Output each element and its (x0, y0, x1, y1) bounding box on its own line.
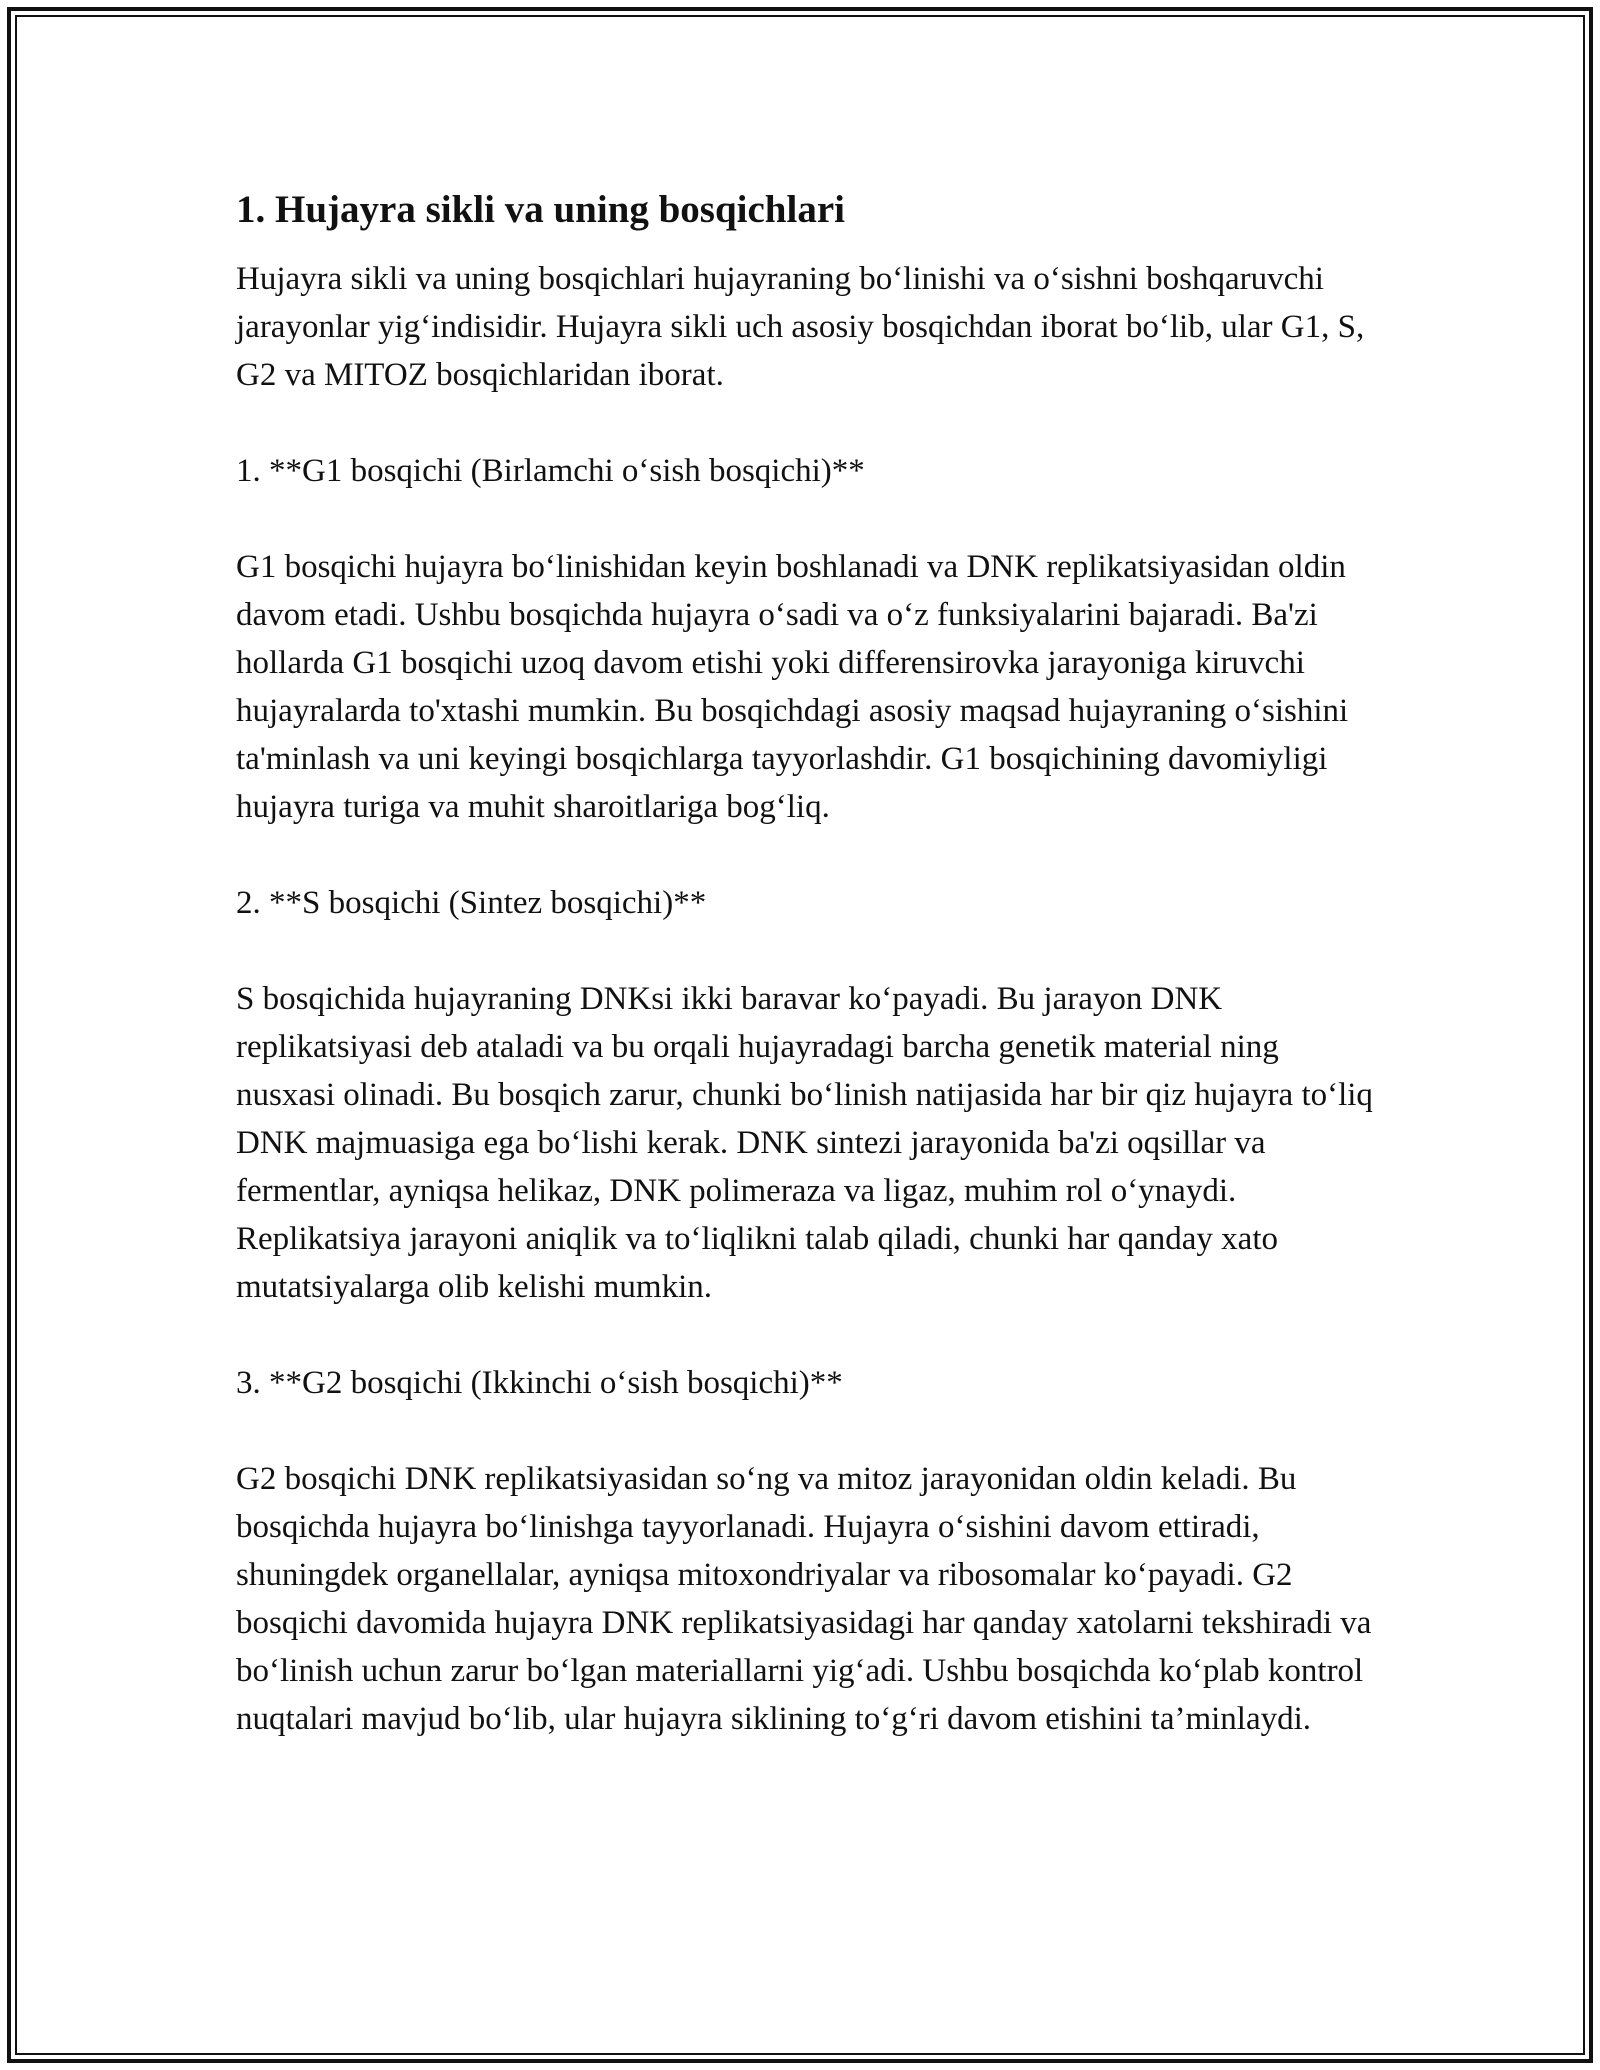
section-body-g1: G1 bosqichi hujayra bo‘linishidan keyin boshlanadi va DNK replikatsiyasidan oldin davom etadi. Ushbu bosqichda hujayra o‘sadi va o‘z funksiyalarini bajaradi. Ba'zi hollarda G1 bosqichi uzoq davom etishi yoki differensirovka jarayoniga kiruvchi hujayralarda to'xtashi mumkin. Bu bosqichdagi asosiy maqsad hujayraning o‘sishini ta'minlash va uni keyingi bosqichlarga tayyorlashdir. G1 bosqichining davomiyligi hujayra turiga va muhit sharoitlariga bog‘liq. (236, 549, 1349, 825)
section-heading-s: 2. **S bosqichi (Sintez bosqichi)** (236, 885, 707, 921)
section-heading-g1: 1. **G1 bosqichi (Birlamchi o‘sish bosqichi)** (236, 453, 865, 489)
document-title: 1. Hujayra sikli va uning bosqichlari (236, 188, 845, 231)
section-body-s: S bosqichida hujayraning DNKsi ikki baravar ko‘payadi. Bu jarayon DNK replikatsiyasi deb ataladi va bu orqali hujayradagi barcha genetik material ning nusxasi olinadi. Bu bosqich zarur, chunki bo‘linish natijasida har bir qiz hujayra to‘liq DNK majmuasiga ega bo‘lishi kerak. DNK sintezi jarayonida ba'zi oqsillar va fermentlar, ayniqsa helikaz, DNK polimeraza va ligaz, muhim rol o‘ynaydi. Replikatsiya jarayoni aniqlik va to‘liqlikni talab qiladi, chunki har qanday xato mutatsiyalarga olib kelishi mumkin. (236, 981, 1373, 1305)
section-heading-g2: 3. **G2 bosqichi (Ikkinchi o‘sish bosqichi)** (236, 1365, 843, 1401)
section-body-g2: G2 bosqichi DNK replikatsiyasidan so‘ng va mitoz jarayonidan oldin keladi. Bu bosqichda hujayra bo‘linishga tayyorlanadi. Hujayra o‘sishini davom ettiradi, shuningdek organellalar, ayniqsa mitoxondriyalar va ribosomalar ko‘payadi. G2 bosqichi davomida hujayra DNK replikatsiyasidagi har qanday xatolarni tekshiradi va bo‘linish uchun zarur bo‘lgan materiallarni yig‘adi. Ushbu bosqichda ko‘plab kontrol nuqtalari mavjud bo‘lib, ular hujayra siklining to‘g‘ri davom etishini ta’minlaydi. (236, 1461, 1372, 1737)
document-content (236, 186, 1386, 1791)
intro-paragraph: Hujayra sikli va uning bosqichlari hujayraning bo‘linishi va o‘sishni boshqaruvchi jarayonlar yig‘indisidir. Hujayra sikli uch asosiy bosqichdan iborat bo‘lib, ular G1, S, G2 va MITOZ bosqichlaridan iborat. (236, 261, 1365, 393)
